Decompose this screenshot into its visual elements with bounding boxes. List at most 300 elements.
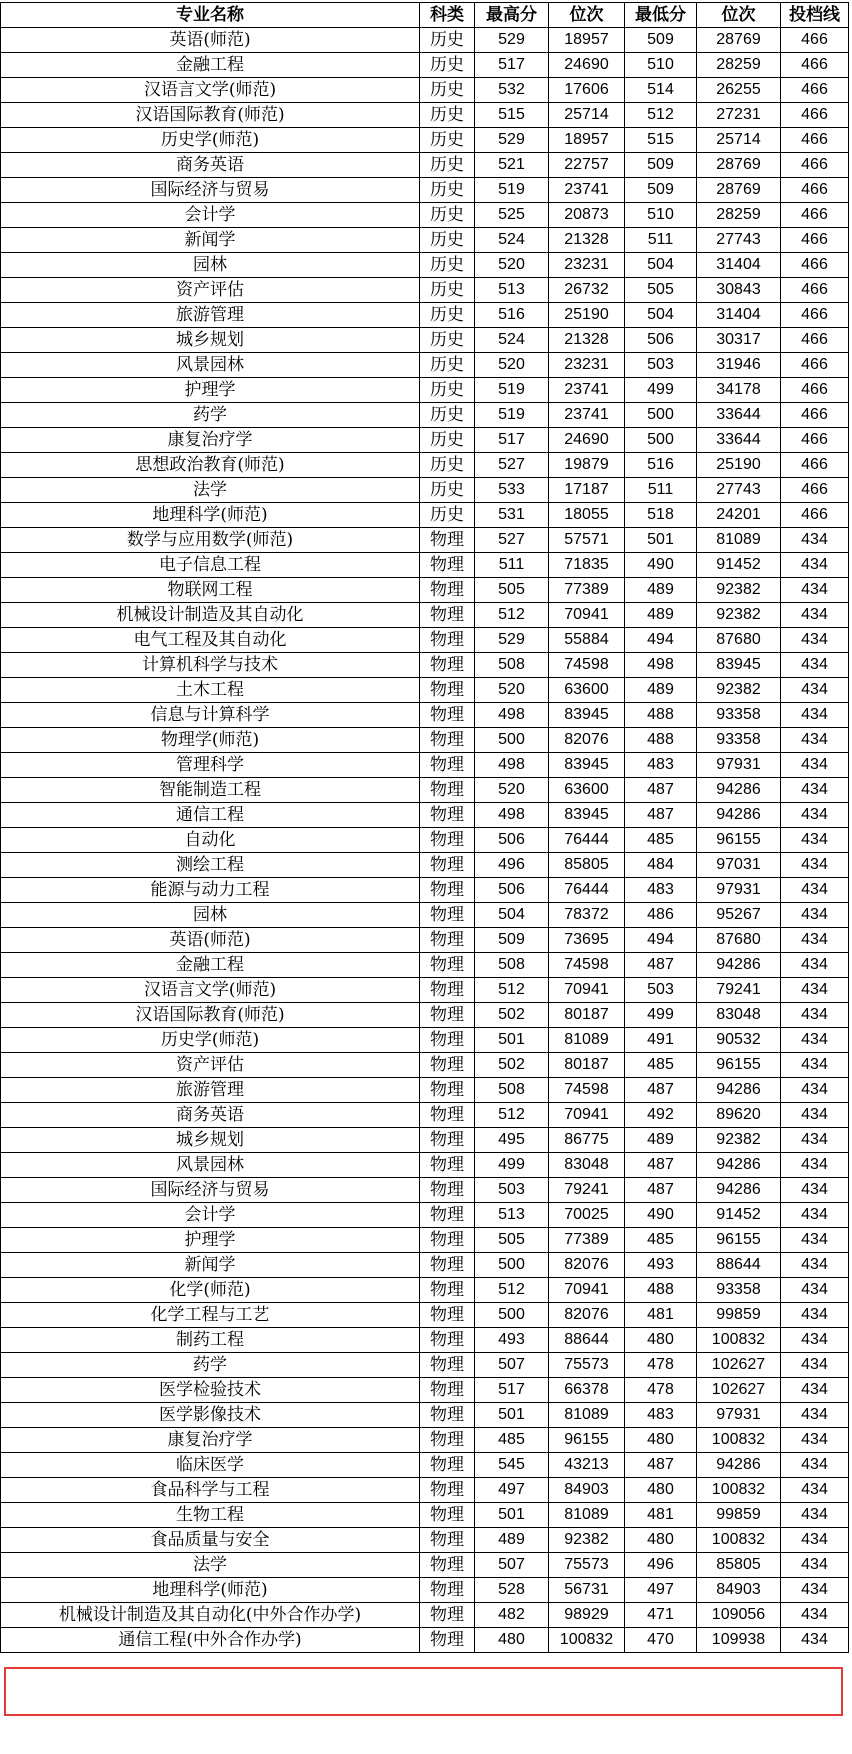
min-rank-cell: 27743 [697,478,781,503]
min-rank-cell: 102627 [697,1353,781,1378]
max-rank-cell: 70941 [549,1103,625,1128]
major-cell: 历史学(师范) [1,1028,420,1053]
major-cell: 国际经济与贸易 [1,178,420,203]
max-rank-cell: 21328 [549,228,625,253]
cutoff-cell: 434 [781,1378,849,1403]
cutoff-cell: 434 [781,1603,849,1628]
major-cell: 管理科学 [1,753,420,778]
cutoff-cell: 434 [781,1503,849,1528]
max-score-cell: 525 [475,203,549,228]
table-row [1,803,849,828]
cutoff-cell: 434 [781,1078,849,1103]
cutoff-cell: 434 [781,1053,849,1078]
max-rank-cell: 83048 [549,1153,625,1178]
min-score-cell: 480 [625,1478,697,1503]
min-score-cell: 487 [625,1153,697,1178]
max-score-cell: 500 [475,1303,549,1328]
max-rank-cell: 75573 [549,1553,625,1578]
major-cell: 汉语言文学(师范) [1,978,420,1003]
category-cell: 物理 [420,978,475,1003]
category-cell: 物理 [420,1278,475,1303]
max-score-cell: 519 [475,378,549,403]
cutoff-cell: 466 [781,78,849,103]
category-cell: 历史 [420,228,475,253]
max-score-cell: 482 [475,1603,549,1628]
max-score-cell: 515 [475,103,549,128]
max-rank-cell: 77389 [549,578,625,603]
max-rank-cell: 23741 [549,178,625,203]
min-rank-cell: 28259 [697,53,781,78]
min-rank-cell: 92382 [697,1128,781,1153]
max-score-cell: 496 [475,853,549,878]
major-cell: 康复治疗学 [1,1428,420,1453]
table-row [1,653,849,678]
max-rank-cell: 70941 [549,978,625,1003]
cutoff-cell: 434 [781,853,849,878]
max-score-cell: 512 [475,603,549,628]
min-rank-cell: 87680 [697,928,781,953]
header-max-rank: 位次 [549,3,625,28]
category-cell: 物理 [420,1228,475,1253]
category-cell: 历史 [420,453,475,478]
min-rank-cell: 92382 [697,603,781,628]
max-score-cell: 509 [475,928,549,953]
category-cell: 物理 [420,1528,475,1553]
major-cell: 医学影像技术 [1,1403,420,1428]
max-score-cell: 532 [475,78,549,103]
min-rank-cell: 30843 [697,278,781,303]
cutoff-cell: 434 [781,1453,849,1478]
category-cell: 物理 [420,528,475,553]
max-score-cell: 512 [475,1103,549,1128]
table-row [1,1378,849,1403]
max-rank-cell: 73695 [549,928,625,953]
max-rank-cell: 55884 [549,628,625,653]
min-rank-cell: 102627 [697,1378,781,1403]
table-row [1,428,849,453]
min-rank-cell: 27743 [697,228,781,253]
major-cell: 旅游管理 [1,303,420,328]
cutoff-cell: 434 [781,928,849,953]
table-row [1,153,849,178]
table-row [1,1053,849,1078]
min-score-cell: 493 [625,1253,697,1278]
category-cell: 历史 [420,478,475,503]
table-row [1,1278,849,1303]
min-score-cell: 480 [625,1528,697,1553]
min-score-cell: 489 [625,603,697,628]
min-score-cell: 511 [625,228,697,253]
table-row [1,578,849,603]
min-rank-cell: 93358 [697,728,781,753]
max-rank-cell: 78372 [549,903,625,928]
min-rank-cell: 97031 [697,853,781,878]
category-cell: 历史 [420,503,475,528]
major-cell: 英语(师范) [1,928,420,953]
min-score-cell: 485 [625,828,697,853]
min-rank-cell: 100832 [697,1478,781,1503]
min-rank-cell: 95267 [697,903,781,928]
category-cell: 物理 [420,953,475,978]
cutoff-cell: 434 [781,1628,849,1653]
min-rank-cell: 31404 [697,303,781,328]
min-rank-cell: 96155 [697,828,781,853]
category-cell: 物理 [420,678,475,703]
max-score-cell: 508 [475,1078,549,1103]
category-cell: 物理 [420,878,475,903]
cutoff-cell: 434 [781,628,849,653]
header-cutoff-line: 投档线 [781,3,849,28]
table-row [1,953,849,978]
max-rank-cell: 23231 [549,353,625,378]
category-cell: 历史 [420,278,475,303]
min-score-cell: 503 [625,978,697,1003]
min-rank-cell: 109938 [697,1628,781,1653]
min-rank-cell: 109056 [697,1603,781,1628]
category-cell: 物理 [420,553,475,578]
min-rank-cell: 31404 [697,253,781,278]
min-rank-cell: 94286 [697,1453,781,1478]
table-row [1,1453,849,1478]
min-rank-cell: 27231 [697,103,781,128]
cutoff-cell: 434 [781,603,849,628]
min-score-cell: 490 [625,1203,697,1228]
table-row [1,1203,849,1228]
min-rank-cell: 97931 [697,753,781,778]
major-cell: 化学(师范) [1,1278,420,1303]
header-min-score: 最低分 [625,3,697,28]
category-cell: 物理 [420,803,475,828]
min-rank-cell: 33644 [697,428,781,453]
major-cell: 食品质量与安全 [1,1528,420,1553]
cutoff-cell: 434 [781,778,849,803]
min-score-cell: 505 [625,278,697,303]
major-cell: 汉语国际教育(师范) [1,103,420,128]
major-cell: 旅游管理 [1,1078,420,1103]
max-rank-cell: 25190 [549,303,625,328]
max-rank-cell: 66378 [549,1378,625,1403]
min-rank-cell: 94286 [697,778,781,803]
category-cell: 物理 [420,828,475,853]
category-cell: 物理 [420,1178,475,1203]
table-row [1,1253,849,1278]
header-major: 专业名称 [1,3,420,28]
cutoff-cell: 466 [781,353,849,378]
min-score-cell: 481 [625,1303,697,1328]
table-row [1,1403,849,1428]
category-cell: 物理 [420,728,475,753]
max-rank-cell: 83945 [549,703,625,728]
min-rank-cell: 94286 [697,1078,781,1103]
category-cell: 物理 [420,1103,475,1128]
category-cell: 物理 [420,578,475,603]
max-rank-cell: 63600 [549,678,625,703]
cutoff-cell: 466 [781,53,849,78]
table-row [1,1178,849,1203]
cutoff-cell: 434 [781,553,849,578]
max-rank-cell: 79241 [549,1178,625,1203]
category-cell: 物理 [420,1603,475,1628]
cutoff-cell: 434 [781,1253,849,1278]
min-score-cell: 512 [625,103,697,128]
max-score-cell: 520 [475,678,549,703]
max-rank-cell: 100832 [549,1628,625,1653]
max-score-cell: 506 [475,878,549,903]
category-cell: 物理 [420,1503,475,1528]
cutoff-cell: 434 [781,878,849,903]
max-rank-cell: 88644 [549,1328,625,1353]
table-row [1,753,849,778]
cutoff-cell: 434 [781,1228,849,1253]
category-cell: 物理 [420,1628,475,1653]
major-cell: 会计学 [1,1203,420,1228]
min-rank-cell: 100832 [697,1328,781,1353]
cutoff-cell: 434 [781,1278,849,1303]
max-rank-cell: 85805 [549,853,625,878]
min-score-cell: 499 [625,1003,697,1028]
min-rank-cell: 28259 [697,203,781,228]
major-cell: 地理科学(师范) [1,503,420,528]
min-score-cell: 487 [625,803,697,828]
category-cell: 历史 [420,128,475,153]
major-cell: 风景园林 [1,1153,420,1178]
max-score-cell: 512 [475,978,549,1003]
min-rank-cell: 87680 [697,628,781,653]
table-row [1,478,849,503]
max-score-cell: 506 [475,828,549,853]
min-rank-cell: 85805 [697,1553,781,1578]
min-rank-cell: 92382 [697,678,781,703]
max-rank-cell: 81089 [549,1403,625,1428]
min-rank-cell: 99859 [697,1303,781,1328]
min-score-cell: 470 [625,1628,697,1653]
min-rank-cell: 91452 [697,1203,781,1228]
cutoff-cell: 434 [781,1528,849,1553]
cutoff-cell: 434 [781,1028,849,1053]
major-cell: 物理学(师范) [1,728,420,753]
cutoff-cell: 466 [781,203,849,228]
max-rank-cell: 19879 [549,453,625,478]
category-cell: 物理 [420,928,475,953]
table-row [1,303,849,328]
cutoff-cell: 466 [781,428,849,453]
cutoff-cell: 434 [781,728,849,753]
table-row [1,553,849,578]
major-cell: 法学 [1,1553,420,1578]
min-rank-cell: 94286 [697,803,781,828]
min-rank-cell: 99859 [697,1503,781,1528]
category-cell: 物理 [420,778,475,803]
max-rank-cell: 75573 [549,1353,625,1378]
category-cell: 物理 [420,1378,475,1403]
max-score-cell: 502 [475,1003,549,1028]
min-rank-cell: 91452 [697,553,781,578]
cutoff-cell: 434 [781,1303,849,1328]
max-score-cell: 519 [475,403,549,428]
category-cell: 历史 [420,28,475,53]
cutoff-cell: 434 [781,1203,849,1228]
major-cell: 自动化 [1,828,420,853]
min-rank-cell: 93358 [697,703,781,728]
table-row [1,78,849,103]
table-row [1,178,849,203]
cutoff-cell: 434 [781,528,849,553]
max-score-cell: 527 [475,528,549,553]
table-row [1,628,849,653]
table-row [1,903,849,928]
category-cell: 物理 [420,628,475,653]
min-rank-cell: 96155 [697,1228,781,1253]
cutoff-cell: 434 [781,678,849,703]
max-rank-cell: 23231 [549,253,625,278]
highlight-box [4,1667,843,1716]
table-row [1,128,849,153]
major-cell: 园林 [1,253,420,278]
min-score-cell: 486 [625,903,697,928]
min-score-cell: 509 [625,153,697,178]
max-score-cell: 529 [475,28,549,53]
major-cell: 新闻学 [1,228,420,253]
max-rank-cell: 17606 [549,78,625,103]
table-row [1,1478,849,1503]
min-rank-cell: 25714 [697,128,781,153]
header-subject-category: 科类 [420,3,475,28]
cutoff-cell: 434 [781,703,849,728]
min-rank-cell: 31946 [697,353,781,378]
min-score-cell: 489 [625,578,697,603]
max-score-cell: 508 [475,653,549,678]
cutoff-cell: 466 [781,253,849,278]
category-cell: 物理 [420,603,475,628]
major-cell: 通信工程(中外合作办学) [1,1628,420,1653]
min-score-cell: 485 [625,1228,697,1253]
category-cell: 历史 [420,203,475,228]
max-rank-cell: 82076 [549,728,625,753]
min-score-cell: 487 [625,1078,697,1103]
min-score-cell: 491 [625,1028,697,1053]
category-cell: 物理 [420,1353,475,1378]
max-score-cell: 503 [475,1178,549,1203]
major-cell: 国际经济与贸易 [1,1178,420,1203]
major-cell: 药学 [1,1353,420,1378]
min-score-cell: 514 [625,78,697,103]
cutoff-cell: 466 [781,328,849,353]
cutoff-cell: 434 [781,653,849,678]
cutoff-cell: 466 [781,178,849,203]
category-cell: 物理 [420,1203,475,1228]
min-rank-cell: 94286 [697,1178,781,1203]
major-cell: 资产评估 [1,278,420,303]
max-rank-cell: 83945 [549,753,625,778]
max-rank-cell: 24690 [549,428,625,453]
max-rank-cell: 77389 [549,1228,625,1253]
max-rank-cell: 21328 [549,328,625,353]
min-score-cell: 480 [625,1428,697,1453]
major-cell: 商务英语 [1,1103,420,1128]
major-cell: 园林 [1,903,420,928]
max-rank-cell: 76444 [549,828,625,853]
max-score-cell: 524 [475,228,549,253]
category-cell: 物理 [420,853,475,878]
max-score-cell: 520 [475,353,549,378]
major-cell: 思想政治教育(师范) [1,453,420,478]
cutoff-cell: 434 [781,753,849,778]
table-row [1,503,849,528]
major-cell: 医学检验技术 [1,1378,420,1403]
min-rank-cell: 25190 [697,453,781,478]
major-cell: 护理学 [1,378,420,403]
category-cell: 物理 [420,653,475,678]
min-rank-cell: 26255 [697,78,781,103]
major-cell: 临床医学 [1,1453,420,1478]
min-score-cell: 489 [625,678,697,703]
table-row [1,1353,849,1378]
cutoff-cell: 434 [781,1478,849,1503]
table-row [1,853,849,878]
min-score-cell: 498 [625,653,697,678]
max-rank-cell: 84903 [549,1478,625,1503]
max-score-cell: 521 [475,153,549,178]
max-rank-cell: 23741 [549,378,625,403]
major-cell: 能源与动力工程 [1,878,420,903]
table-row [1,1128,849,1153]
table-row [1,1003,849,1028]
cutoff-cell: 434 [781,1003,849,1028]
max-score-cell: 502 [475,1053,549,1078]
cutoff-cell: 434 [781,1328,849,1353]
min-score-cell: 483 [625,753,697,778]
category-cell: 物理 [420,903,475,928]
major-cell: 会计学 [1,203,420,228]
min-rank-cell: 28769 [697,28,781,53]
category-cell: 物理 [420,1303,475,1328]
table-row [1,603,849,628]
max-rank-cell: 25714 [549,103,625,128]
max-rank-cell: 18957 [549,28,625,53]
max-score-cell: 516 [475,303,549,328]
min-rank-cell: 24201 [697,503,781,528]
category-cell: 历史 [420,328,475,353]
min-score-cell: 494 [625,928,697,953]
min-score-cell: 504 [625,303,697,328]
min-rank-cell: 100832 [697,1528,781,1553]
max-score-cell: 508 [475,953,549,978]
min-score-cell: 494 [625,628,697,653]
min-score-cell: 510 [625,53,697,78]
cutoff-cell: 434 [781,1153,849,1178]
table-row [1,1028,849,1053]
major-cell: 城乡规划 [1,1128,420,1153]
min-rank-cell: 28769 [697,178,781,203]
category-cell: 物理 [420,1553,475,1578]
max-score-cell: 504 [475,903,549,928]
min-score-cell: 503 [625,353,697,378]
cutoff-cell: 434 [781,1428,849,1453]
table-row [1,828,849,853]
min-rank-cell: 93358 [697,1278,781,1303]
cutoff-cell: 466 [781,28,849,53]
category-cell: 历史 [420,178,475,203]
category-cell: 历史 [420,428,475,453]
major-cell: 地理科学(师范) [1,1578,420,1603]
table-row [1,878,849,903]
table-row [1,1103,849,1128]
min-score-cell: 489 [625,1128,697,1153]
min-score-cell: 490 [625,553,697,578]
min-score-cell: 499 [625,378,697,403]
max-rank-cell: 70941 [549,603,625,628]
major-cell: 测绘工程 [1,853,420,878]
